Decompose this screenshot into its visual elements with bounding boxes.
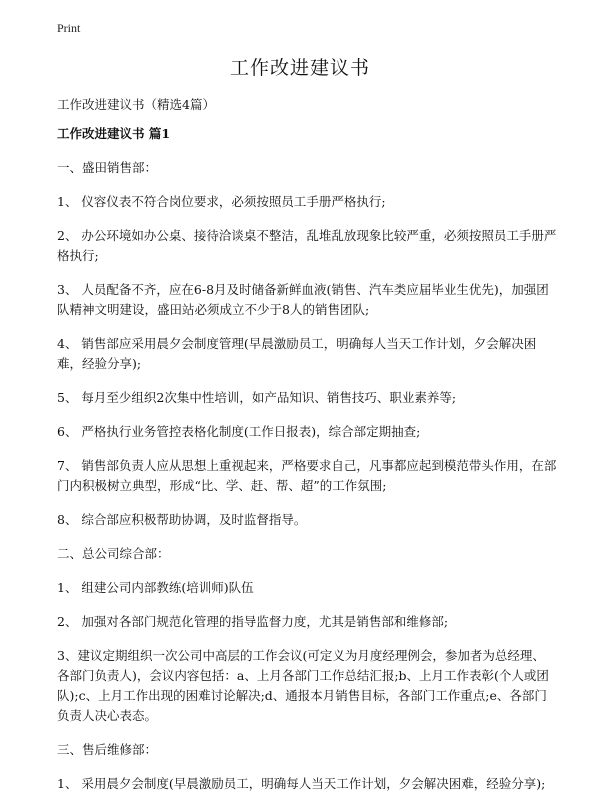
document-subtitle: 工作改进建议书（精选4篇） <box>57 97 215 112</box>
paragraph: 8、 综合部应积极帮助协调，及时监督指导。 <box>57 512 307 527</box>
section-heading: 工作改进建议书 篇1 <box>57 126 171 141</box>
paragraph: 3、建议定期组织一次公司中高层的工作会议(可定义为月度经理例会，参加者为总经理、各部门负责人)，会议内容包括：a、上月各部门工作总结汇报;b、上月工作表彰(个人或团队);c、上月工作出现的困难讨论解决;d、通报本月销售目标，各部门工作重点;e、各部门负责人决心表态。 <box>57 648 549 723</box>
paragraph: 2、 加强对各部门规范化管理的指导监督力度，尤其是销售部和维修部; <box>57 614 449 629</box>
paragraph: 1、 仪容仪表不符合岗位要求，必须按照员工手册严格执行; <box>57 194 386 209</box>
paragraph: 5、 每月至少组织2次集中性培训，如产品知识、销售技巧、职业素养等; <box>57 390 457 405</box>
paragraph: 7、 销售部负责人应从思想上重视起来，严格要求自己，凡事都应起到模范带头作用，在部门内积极树立典型，形成“比、学、赶、帮、超”的工作氛围; <box>57 458 557 493</box>
paragraph: 1、 采用晨夕会制度(早晨激励员工，明确每人当天工作计划，夕会解决困难，经验分享); <box>57 776 546 791</box>
paragraph: 3、 人员配备不齐，应在6-8月及时储备新鲜血液(销售、汽车类应届毕业生优先)，加强团队精神文明建设，盛田站必须成立不少于8人的销售团队; <box>57 282 549 317</box>
paragraph: 6、 严格执行业务管控表格化制度(工作日报表)，综合部定期抽查; <box>57 424 421 439</box>
paragraph: 三、售后维修部： <box>57 742 158 757</box>
print-label: Print <box>57 21 81 35</box>
document-body <box>57 124 557 808</box>
paragraph: 二、总公司综合部： <box>57 546 170 561</box>
document-title: 工作改进建议书 <box>229 57 370 79</box>
paragraph: 4、 销售部应采用晨夕会制度管理(早晨激励员工，明确每人当天工作计划，夕会解决困难，经验分享); <box>57 336 537 371</box>
paragraph: 一、盛田销售部： <box>57 160 158 175</box>
paragraph: 2、 办公环境如办公桌、接待洽谈桌不整洁，乱堆乱放现象比较严重，必须按照员工手册严格执行; <box>57 228 557 263</box>
paragraph: 1、 组建公司内部教练(培训师)队伍 <box>57 580 254 595</box>
